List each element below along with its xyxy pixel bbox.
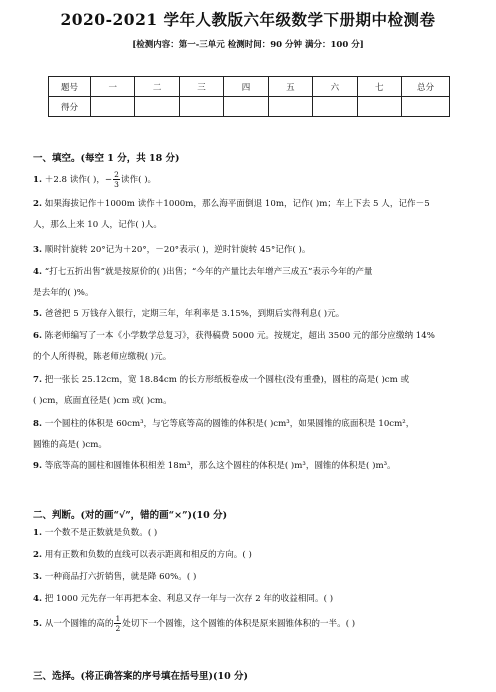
question-number: 4. — [33, 267, 42, 277]
question-1-1 — [33, 170, 473, 191]
score-cell — [179, 97, 223, 117]
question-text: ＋2.8 读作( )，− — [44, 175, 113, 185]
question-text: 等底等高的圆柱和圆锥体积相差 18m³，那么这个圆柱的体积是( )m³，圆锥的体积是( )m³。 — [44, 461, 396, 471]
section-1-heading: 一、填空。(每空 1 分，共 18 分) — [33, 153, 180, 164]
fraction-numerator: 2 — [114, 170, 119, 179]
score-header-cell: 三 — [179, 77, 223, 97]
question-text-cont: 是去年的( )%。 — [33, 288, 94, 298]
question-1-5 — [33, 304, 473, 325]
question-text-cont: 人，那么上来 10 人，记作( )人。 — [33, 220, 162, 230]
score-header-cell: 总分 — [402, 77, 450, 97]
fraction-numerator: 1 — [115, 614, 121, 623]
score-table — [48, 76, 450, 117]
score-cell — [402, 97, 450, 117]
question-1-2 — [33, 194, 473, 236]
question-text: 读作( )。 — [120, 175, 157, 185]
exam-title: 2020-2021 学年人教版六年级数学下册期中检测卷 — [60, 10, 436, 29]
question-text: 把一张长 25.12cm，宽 18.84cm 的长方形纸板卷成一个圆柱(没有重叠)，圆柱的高是( )cm 或 — [44, 375, 410, 385]
score-table-score-row — [49, 97, 450, 117]
score-header-cell: 二 — [135, 77, 179, 97]
question-text: 顺时针旋转 20°记为＋20°，－20°表示( )，逆时针旋转 45°记作( )。 — [44, 245, 311, 255]
question-number: 7. — [33, 375, 42, 385]
question-text: “打七五折出售”就是按原价的( )出售；“今年的产量比去年增产三成五”表示今年的产量 — [44, 267, 373, 277]
fraction-denominator: 2 — [115, 624, 121, 633]
question-2-5 — [33, 614, 473, 635]
question-number: 5. — [33, 309, 42, 319]
fraction — [113, 170, 120, 189]
question-text: 如果海拔记作＋1000m 读作＋1000m，那么海平面倒退 10m，记作( )m；车上下去 5 人，记作－5 — [44, 199, 430, 209]
fraction — [114, 614, 121, 633]
score-header-cell: 题号 — [49, 77, 91, 97]
section-2-heading: 二、判断。(对的画“√”，错的画“×”)(10 分) — [33, 510, 228, 521]
question-number: 2. — [33, 199, 42, 209]
question-1-3 — [33, 240, 473, 261]
question-text: 把 1000 元先存一年再把本金、利息又存一年与一次存 2 年的收益相同。( ) — [44, 594, 334, 604]
score-cell — [268, 97, 312, 117]
score-cell — [224, 97, 268, 117]
question-1-8 — [33, 414, 473, 456]
question-text: 爸爸把 5 万钱存入银行，定期三年，年利率是 3.15%，到期后实得利息( )元。 — [44, 309, 345, 319]
question-text: 从一个圆锥的高的 — [44, 619, 114, 629]
question-1-9 — [33, 456, 473, 477]
question-text-cont: 圆锥的高是( )cm。 — [33, 440, 107, 450]
question-text-cont: ( )cm，底面直径是( )cm 或( )cm。 — [33, 396, 172, 406]
question-number: 3. — [33, 245, 42, 255]
question-1-7 — [33, 370, 473, 412]
score-table-header-row — [49, 77, 450, 97]
question-number: 1. — [33, 528, 42, 538]
score-header-cell: 四 — [224, 77, 268, 97]
question-text: 一种商品打六折销售，就是降 60%。( ) — [44, 572, 197, 582]
score-cell — [91, 97, 135, 117]
score-cell — [313, 97, 357, 117]
question-number: 3. — [33, 572, 42, 582]
fraction-denominator: 3 — [114, 180, 119, 189]
question-text: 一个数不是正数就是负数。( ) — [44, 528, 158, 538]
question-number: 1. — [33, 175, 42, 185]
question-number: 6. — [33, 331, 42, 341]
exam-subtitle: [检测内容：第一-三单元 检测时间：90 分钟 满分：100 分] — [132, 40, 364, 50]
question-number: 4. — [33, 594, 42, 604]
question-text: 陈老师编写了一本《小学数学总复习》，获得稿费 5000 元。按规定，超出 3500 元的部分应缴纳 14% — [44, 331, 435, 341]
question-number: 5. — [33, 619, 42, 629]
question-1-4 — [33, 262, 473, 304]
question-text: 处切下一个圆锥，这个圆锥的体积是原来圆锥体积的一半。( ) — [122, 619, 356, 629]
score-header-cell: 一 — [91, 77, 135, 97]
score-cell — [357, 97, 401, 117]
score-cell — [135, 97, 179, 117]
score-header-cell: 五 — [268, 77, 312, 97]
question-number: 9. — [33, 461, 42, 471]
question-2-1 — [33, 523, 473, 544]
question-text-cont: 的个人所得税，陈老师应缴税( )元。 — [33, 352, 172, 362]
question-number: 8. — [33, 419, 42, 429]
question-2-2 — [33, 545, 473, 566]
question-text: 一个圆柱的体积是 60cm³，与它等底等高的圆锥的体积是( )cm³，如果圆锥的底面积是 10cm²， — [44, 419, 415, 429]
question-2-3 — [33, 567, 473, 588]
question-2-4 — [33, 589, 473, 610]
section-3-heading: 三、选择。(将正确答案的序号填在括号里)(10 分) — [33, 671, 249, 682]
question-number: 2. — [33, 550, 42, 560]
question-1-6 — [33, 326, 473, 368]
score-row-label: 得分 — [49, 97, 91, 117]
score-header-cell: 六 — [313, 77, 357, 97]
score-header-cell: 七 — [357, 77, 401, 97]
question-text: 用有正数和负数的直线可以表示距离和相反的方向。( ) — [44, 550, 252, 560]
